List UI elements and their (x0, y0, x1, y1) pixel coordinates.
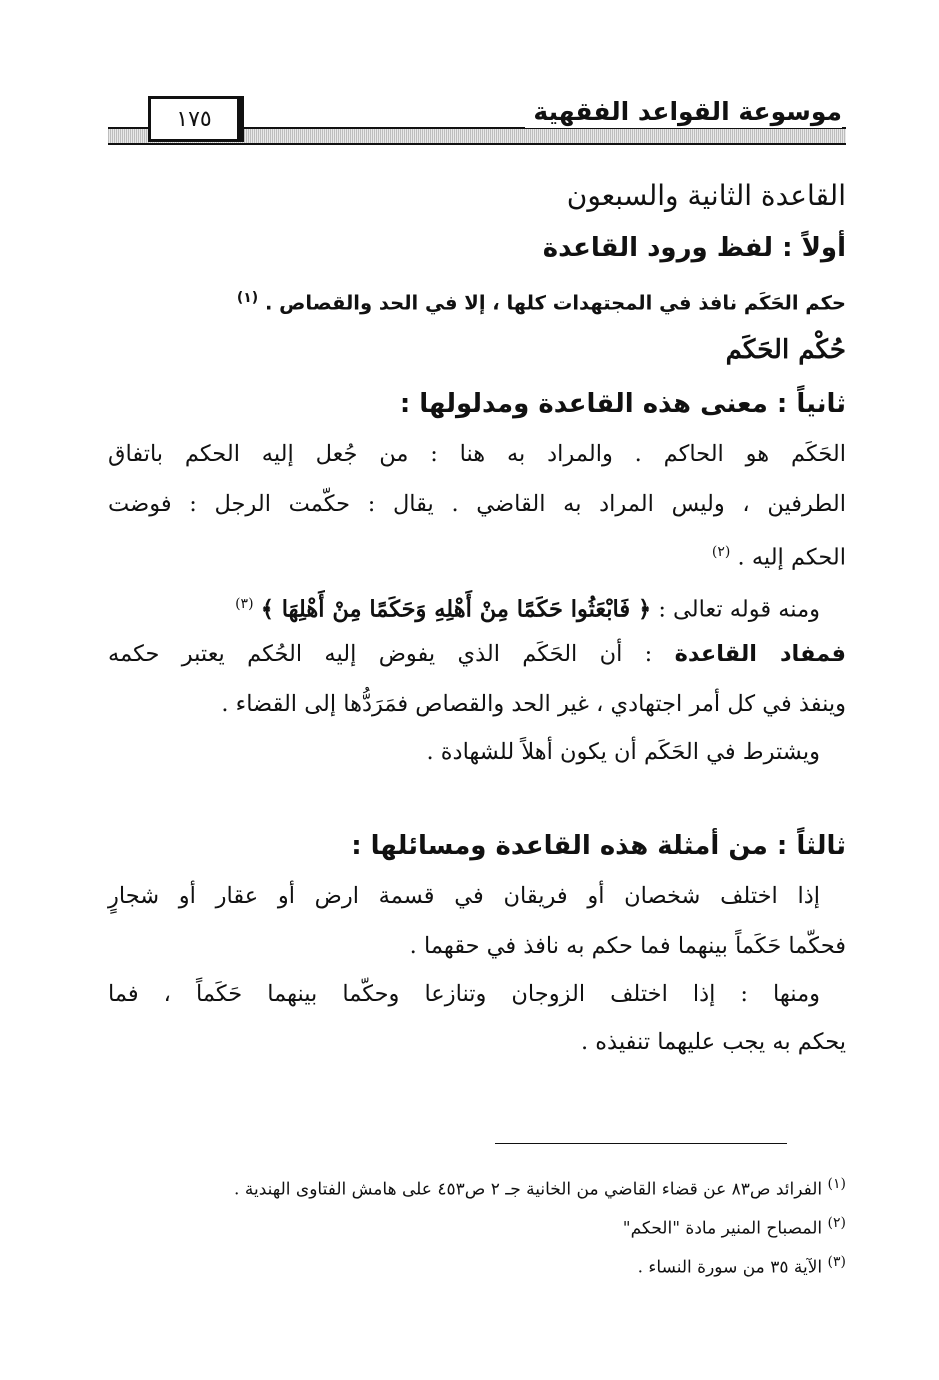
section3-heading: ثالثاً : من أمثلة هذه القاعدة ومسائلها : (351, 831, 846, 861)
paragraph-line: ويشترط في الحَكَم أن يكون أهلاً للشهادة . (426, 739, 820, 765)
rule-text: حكم الحَكَم نافذ في المجتهدات كلها ، إلا في الحد والقصاص . (264, 291, 846, 315)
rule-heading: القاعدة الثانية والسبعون (566, 179, 846, 212)
footnote-ref-1: (١) (236, 290, 259, 306)
footnote-mark: (١) (827, 1176, 846, 1192)
example-line: ومنها : إذا اختلف الزوجان وتنازعا وحكّما بينهما حَكَماً ، فما (108, 981, 820, 1007)
mufad-text: : أن الحَكَم الذي يفوض إليه الحُكم يعتبر حكمه (108, 641, 653, 667)
footnote (108, 1170, 846, 1204)
footnote-text: الآية ٣٥ من سورة النساء . (637, 1257, 823, 1278)
rule-statement (108, 280, 846, 322)
paragraph-line (108, 528, 846, 582)
footnote (108, 1248, 846, 1282)
example-line: إذا اختلف شخصان أو فريقان في قسمة ارض أو عقار أو شجارٍ (108, 883, 820, 909)
subject-title: حُكْم الحَكَم (725, 335, 846, 365)
page-number: ١٧٥ (148, 96, 244, 142)
paragraph-line: وينفذ في كل أمر اجتهادي ، غير الحد والقصاص فمَرَدُّها إلى القضاء . (221, 691, 846, 717)
paragraph-line: الحَكَم هو الحاكم . والمراد به هنا : من جُعل إليه الحكم باتفاق (108, 441, 846, 467)
quran-verse: ﴿ فَابْعَثُوا حَكَمًا مِنْ أَهْلِهِ وَحَكَمًا مِنْ أَهْلِهَا ﴾ (260, 596, 652, 623)
book-title: موسوعة القواعد الفقهية (525, 96, 842, 128)
paragraph-text: الحكم إليه . (737, 544, 846, 571)
footnote-mark: (٣) (827, 1254, 846, 1270)
example-line: فحكّما حَكَماً بينهما فما حكم به نافذ في حقهما . (409, 933, 846, 959)
verse-line (108, 580, 820, 634)
footnote-mark: (٢) (827, 1215, 846, 1231)
verse-intro: ومنه قوله تعالى : (658, 596, 820, 623)
footnote (108, 1209, 846, 1243)
footnote-ref-3: (٣) (235, 596, 254, 612)
footnote-divider (495, 1143, 787, 1144)
section2-heading: ثانياً : معنى هذه القاعدة ومدلولها : (399, 389, 846, 419)
footnote-text: الفرائد ص٨٣ عن قضاء القاضي من الخانية جـ ٢ ص٤٥٣ على هامش الفتاوى الهندية . (234, 1179, 823, 1200)
footnote-text: المصباح المنير مادة "الحكم" (622, 1218, 823, 1239)
page-header (108, 96, 846, 152)
paragraph-line: الطرفين ، وليس المراد به القاضي . يقال : حكّمت الرجل : فوضت (108, 491, 846, 517)
example-line: يحكم به يجب عليهما تنفيذه . (580, 1029, 846, 1055)
footnote-ref-2: (٢) (711, 544, 731, 560)
mufad-label: فمفاد القاعدة (674, 641, 846, 667)
subject-title-row (108, 330, 846, 370)
section1-heading: أولاً : لفظ ورود القاعدة (542, 233, 846, 263)
mufad-line (108, 630, 846, 678)
